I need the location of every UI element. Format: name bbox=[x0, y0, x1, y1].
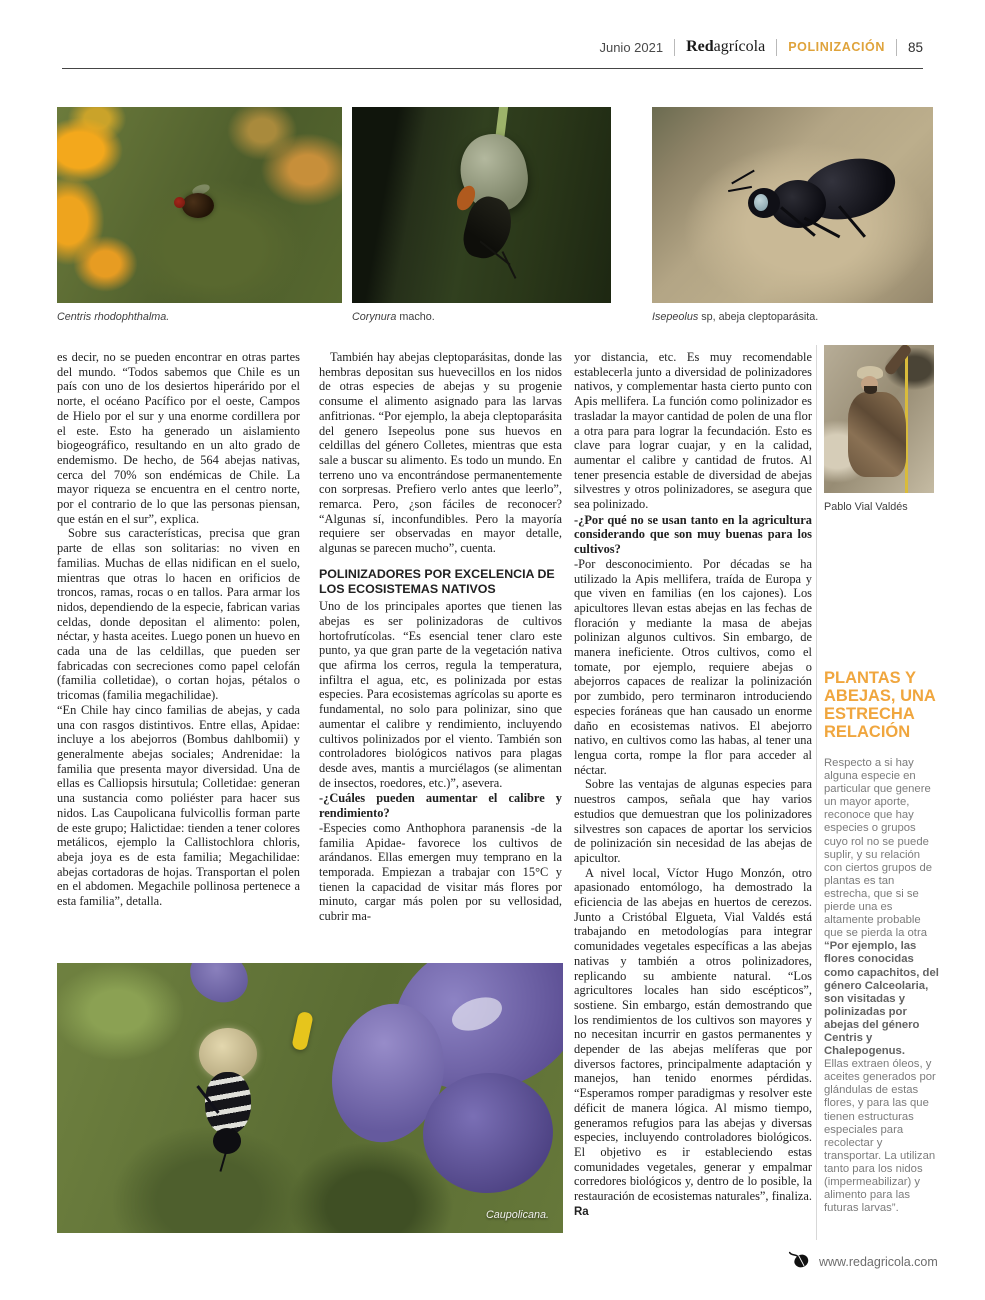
interview-question: -¿Cuáles pueden aumentar el calibre y rendimiento? bbox=[319, 791, 562, 821]
climbing-rope bbox=[905, 345, 908, 493]
climber-torso bbox=[848, 392, 906, 477]
species-name: Corynura bbox=[352, 311, 397, 323]
bee-antenna bbox=[728, 186, 752, 192]
body-paragraph: También hay abejas cleptoparásitas, donde las hembras depositan sus huevecillos en los nidos de otras especies de abejas y su progenie consume el alimento asignado para las larvas anfitrionas. “Por ejemplo, la abeja cleptoparásita del genero Isepeolus pone sus huevos en celdillas del género Colletes, mientras que esta sale a buscar su alimento. Es todo un mundo. En terreno uno va encontrándose permanentemente con sorpresas. Prefiero verlo antes que leerlo”, remarca. Pero, ¿son fáciles de reconocer? “Algunas sí, inconfundibles. Pero la mayoría requiere ser observadas en mayor detalle, algunas se parecen mucho”, cuenta. bbox=[319, 350, 562, 556]
photo-isepeolus bbox=[652, 107, 933, 323]
bee-leg bbox=[502, 251, 517, 279]
photo-corynura-image bbox=[352, 107, 611, 303]
issue-date: Junio 2021 bbox=[599, 39, 664, 55]
page-number: 85 bbox=[907, 39, 923, 55]
sidebar-heading: PLANTAS Y ABEJAS, UNA ESTRECHA RELACIÓN bbox=[824, 669, 936, 741]
interview-question: -¿Por qué no se usan tanto en la agricultura considerando que son muy buenas para los cultivos? bbox=[574, 512, 812, 557]
footer-url: www.redagricola.com bbox=[819, 1254, 938, 1269]
flower-anther bbox=[291, 1010, 314, 1050]
species-name: Isepeolus bbox=[652, 311, 699, 323]
header-divider bbox=[896, 39, 897, 56]
bee-leg bbox=[804, 217, 841, 238]
photo-corynura bbox=[352, 107, 611, 323]
photo-caption: Pablo Vial Valdés bbox=[824, 501, 908, 513]
caption-rest: sp, abeja cleptoparásita. bbox=[698, 311, 819, 323]
photo-caption bbox=[57, 311, 342, 323]
photo-caption: Caupolicana. bbox=[485, 1209, 549, 1221]
brand-logo bbox=[686, 38, 765, 56]
text-column-1 bbox=[57, 350, 300, 909]
sidebar-paragraph-bold: “Por ejemplo, las flores conocidas como capachitos, del género Calceolaria, son visitadas y polinizadas por abejas del género Centris y Chalepogenus. bbox=[824, 940, 939, 1058]
text-column-2 bbox=[319, 350, 562, 924]
caption-rest: macho. bbox=[396, 311, 435, 323]
article-endmark: Ra bbox=[574, 1205, 589, 1218]
body-paragraph: Sobre sus características, precisa que gran parte de ellas son solitarias: no viven en familias. Muchas de ellas nidifican en el suelo, mientras que otras lo hacen en orificios de troncos, ramas, rocas o en tallos. Para armar los nidos, dependiendo de la especie, fabrican varias celdas, donde depositan el alimento: polen, néctar, y hasta aceites. Luego ponen un huevo en cada una de las celdillas, que pueden ser fabricadas con secreciones como papel celofán (familia colletidae), o cortan hojas, pétalos o tricomas (familia megachilidae). bbox=[57, 526, 300, 703]
body-paragraph: Uno de los principales aportes que tienen las abejas es ser polinizadoras de cultivos hortofrutícolas. “Es esencial tener claro este punto, ya que gran parte de la vegetación nativa que afirma los cerros, regula la temperatura, infiltra el agua, etc, es polinizada por estas especies. Para ecosistemas agrícolas su aporte es fundamental, no solo para polinizar, sino que aumentar el calibre y rendimiento, incluyendo cultivos polinizados por el viento. También son controladores biológicos nativos para plagas desde aves, mantis a murciélagos (se alimentan de insectos, roedores, etc.)”, asevera. bbox=[319, 599, 562, 790]
photo-caupolicana bbox=[57, 963, 563, 1233]
flower-bud bbox=[180, 963, 257, 1013]
bee-illustration bbox=[189, 1028, 269, 1178]
brand-logo-light: agrícola bbox=[713, 38, 766, 55]
paragraph-text: A nivel local, Víctor Hugo Monzón, otro apasionado entomólogo, ha demostrado la eficiencia de las abejas en huertos de cerezos. Junto a Cristóbal Elgueta, Vial Valdés está trabajando en metodologías para integrar comunidades vegetales específicas a las abejas nativas y también a otros polinizadores, replicando su ambiente natural. “Los agricultores locales han sido escépticos”, sostiene. Sin embargo, están demostrando que los rendimientos de los cultivos son mayores y no necesitan incurrir en gastos permanentes y depender de las abejas melíferas que por diversos factores, principalmente adaptación y manejos, han tenido enormes pérdidas. “Esperamos romper paradigmas y resolver este déficit de manera lógica. Al mismo tiempo, generamos refugios para las abejas y diversas especies, incluyendo controladores biológicos. El objetivo es ir estableciendo estas comunidades vegetales, generar y empalmar corredores biológicos y, dentro de lo posible, la restauración de ecosistemas naturales”, finaliza. bbox=[574, 865, 812, 1204]
body-paragraph: -Especies como Anthophora paranensis -de la familia Apidae- favorece los cultivos de arándanos. Ellas emergen muy temprano en la temporada. Empiezan a trabajar con 15°C y tienen la capacidad de visitar más flores por minuto, cargar más polen por su vellosidad, cubrir ma- bbox=[319, 820, 562, 924]
photo-centris bbox=[57, 107, 342, 323]
sidebar-divider bbox=[816, 345, 817, 1240]
header-rule bbox=[62, 68, 923, 69]
masthead bbox=[599, 38, 923, 56]
sidebar bbox=[824, 345, 939, 1215]
mouse-icon bbox=[784, 1245, 814, 1277]
sidebar-body bbox=[824, 757, 939, 1215]
body-paragraph bbox=[574, 866, 812, 1220]
photo-isepeolus-image bbox=[652, 107, 933, 303]
sidebar-paragraph: Ellas extraen óleos, y aceites generados por glándulas de estas flores, y para las que tienen estructuras especiales para recolectar y transportar. La utilizan tanto para los nidos (impermeabilizar) y alimento para las futuras larvas”. bbox=[824, 1058, 936, 1215]
bee-illustration bbox=[174, 189, 216, 219]
body-paragraph: es decir, no se pueden encontrar en otras partes del mundo. “Todos sabemos que Chile es un país con uno de los desiertos hiperárido por el norte, el océano Pacífico por el oeste, Campos de Hielo por el sur y una enorme cordillera por el este. Esto ha generado un aislamiento biogeográfico, resultando en un alto grado de endemismo. De hecho, de 564 abejas nativas, cerca del 70% son endémicas de Chile. La mayor riqueza se encuentra en el centro norte, por el contrario de lo que las personas piensan, que están en el sur”, explica. bbox=[57, 350, 300, 526]
section-title: POLINIZACIÓN bbox=[788, 40, 885, 54]
photo-centris-image bbox=[57, 107, 342, 303]
photo-caption bbox=[352, 311, 611, 323]
body-paragraph: yor distancia, etc. Es muy recomendable establecerla junto a diversidad de polinizadores nativos, y complementar hasta cierto punto con Apis mellifera. La función como polinizador es trasladar la mayor cantidad de polen de una flor a otra para para lograr la fecundación. Esto es clave para lograr cuajar, y en la calidad, aumentar el calibre y cantidad de frutos. Al tener presencia estable de diversidad de abejas silvestres y otros polinizadores, se asegura que sea polinizado. bbox=[574, 350, 812, 512]
bee-antenna bbox=[732, 170, 756, 185]
sidebar-paragraph: Respecto a si hay alguna especie en particular que genere un mayor aporte, reconoce que hay especies o grupos cuyo rol no se puede suplir, y su relación con ciertos grupos de plantas es tan estrecha, que si se pierde una es altamente probable que se pierda la otra bbox=[824, 757, 933, 940]
species-name: Centris rhodophthalma. bbox=[57, 311, 170, 323]
body-paragraph: -Por desconocimiento. Por décadas se ha utilizado la Apis mellifera, traída de Europa y que viven en familias (en los cajones). Los apicultores llevan estas abejas en las fechas de floración y mediante la masa de abejas polinizan algunos cultivos. Sin embargo, de manera ineficiente. Otros cultivos, como el tomate, por ejemplo, requiere abejas o abejorros capaces de realizar la polinización por zumbido, pero terminaron introduciendo especies foráneas que han causado un enorme daño en ecosistemas nativos. El abejorro nativo, en cultivos como las habas, al tener una lengua corta, rompe la flor para acceder al néctar. bbox=[574, 556, 812, 777]
header-divider bbox=[776, 39, 777, 56]
section-subheading: POLINIZADORES POR EXCELENCIA DE LOS ECOSISTEMAS NATIVOS bbox=[319, 566, 555, 596]
photo-caption bbox=[652, 311, 933, 323]
text-column-3 bbox=[574, 350, 812, 1219]
bee-body bbox=[182, 193, 214, 218]
photo-pablo-vial bbox=[824, 345, 934, 493]
body-paragraph: Sobre las ventajas de algunas especies para nuestros campos, señala que hay varios estudios que demuestran que los polinizadores silvestres son capaces de aportar los servicios de polinización sin necesidad de las abejas de apicultor. bbox=[574, 777, 812, 865]
body-paragraph: “En Chile hay cinco familias de abejas, y cada una con rasgos distintivos. Entre ellas, Apidae: incluye a los abejorros (Bombus dahlbomii) y generalmente abejas sociales; Andrenidae: la familia que presenta mayor diversidad. Una de ellas es Calliopsis hirsutula; Colletidae: generan una sustancia como poliéster para hacer sus nidos. Las Caupolicana fulvicollis forman parte de este grupo; Halictidae: tienden a tener colores metálicos, ejemplo la Callistochlora chloris, abeja joya es de esta familia; Megachilidae: abejas cortadoras de hojas. Transportan el polen en el abdomen. Megachile pollinosa pertenece a esta familia”, detalla. bbox=[57, 702, 300, 909]
climber-arm bbox=[883, 345, 913, 376]
header-divider bbox=[674, 39, 675, 56]
bee-illustration bbox=[736, 154, 896, 246]
brand-logo-bold: Red bbox=[686, 38, 714, 55]
footer bbox=[787, 1248, 938, 1275]
